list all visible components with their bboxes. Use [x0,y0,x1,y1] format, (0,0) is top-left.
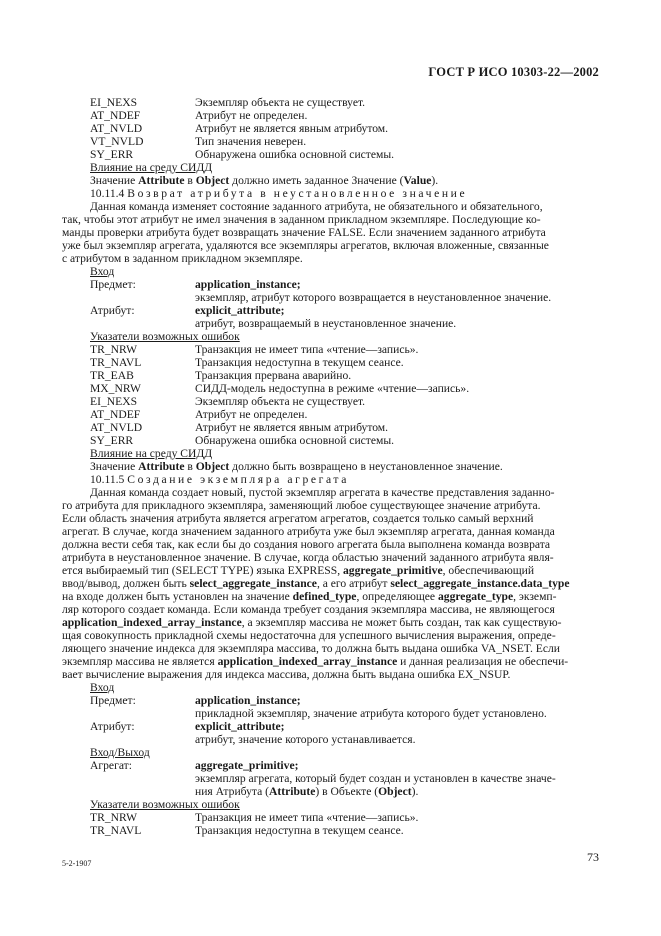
param-label: Атрибут: [90,720,135,733]
param-desc: экземпляр агрегата, который будет создан и установлен в качестве значе- ния Атрибута (Attribute) в Объекте (Object). [195,772,556,798]
error-desc: Обнаружена ошибка основной системы. [195,434,395,447]
page-number: 73 [587,850,599,864]
error-code: TR_EAB [90,369,134,382]
document-code-header: ГОСТ Р ИСО 10303-22—2002 [428,65,599,79]
param-type: application_instance; [195,694,301,707]
error-row [62,434,602,447]
error-desc: СИДД-модель недоступна в режиме «чтение—запись». [195,382,470,395]
error-code: MX_NRW [90,382,141,395]
section-paragraph: Данная команда изменяет состояние заданного атрибута, не обязательного и обязательного, так, чтобы этот атрибут не имел значения в заданном прикладном экземпляре. Последующие ко- манды проверки атрибута будет возвращать значение FALSE. Если значением заданного атрибута уже был экземпляр агрегата, удаляются все экземпляры агрегатов, включая вложенные, связанные с атрибутом в заданном прикладном экземпляре. [62,200,549,265]
error-row [62,408,602,421]
param-desc: экземпляр, атрибут которого возвращается в неустановленное значение. [195,291,552,304]
param-subject [62,694,602,707]
error-desc: Тип значения неверен. [195,135,307,148]
error-code: TR_NAVL [90,356,142,369]
error-code: AT_NVLD [90,421,143,434]
error-code: TR_NRW [90,811,138,824]
error-desc: Атрибут не определен. [195,408,308,421]
error-code: TR_NAVL [90,824,142,837]
param-desc: атрибут, значение которого устанавливается. [195,733,416,746]
param-attribute [62,720,602,733]
error-row [62,343,602,356]
error-desc: Атрибут не является явным атрибутом. [195,122,389,135]
error-row [62,421,602,434]
section-title: Возврат атрибута в неустановленное значение [127,187,468,200]
error-list [62,811,602,837]
error-row [62,356,602,369]
error-desc: Атрибут не является явным атрибутом. [195,421,389,434]
error-row [62,96,602,109]
param-type: aggregate_primitive; [195,759,299,772]
section-number: 10.11.5 [90,473,125,486]
error-code: EI_NEXS [90,96,138,109]
effect-text: Значение Attribute в Object должно быть возвращено в неустановленное значение. [90,460,503,473]
section-heading [62,187,602,200]
param-label: Предмет: [90,694,136,707]
effect-text: Значение Attribute в Object должно иметь заданное Значение (Value). [90,174,439,187]
error-row [62,135,602,148]
error-row [62,382,602,395]
error-desc: Атрибут не определен. [195,109,308,122]
error-code: SY_ERR [90,434,134,447]
error-desc: Обнаружена ошибка основной системы. [195,148,395,161]
print-code: 5-2-1907 [62,859,92,868]
error-desc: Экземпляр объекта не существует. [195,395,366,408]
effect-heading: Влияние на среду СИДД [90,161,213,174]
input-heading: Вход [90,265,115,278]
errors-heading: Указатели возможных ошибок [90,330,240,343]
effect-heading: Влияние на среду СИДД [90,447,213,460]
param-label: Атрибут: [90,304,135,317]
error-code: VT_NVLD [90,135,144,148]
error-row [62,824,602,837]
errors-heading: Указатели возможных ошибок [90,798,240,811]
param-type: application_instance; [195,278,301,291]
param-desc: атрибут, возвращаемый в неустановленное значение. [195,317,457,330]
error-code: SY_ERR [90,148,134,161]
error-desc: Транзакция недоступна в текущем сеансе. [195,824,404,837]
error-row [62,109,602,122]
error-row [62,811,602,824]
section-number: 10.11.4 [90,187,125,200]
param-type: explicit_attribute; [195,304,285,317]
error-code: TR_NRW [90,343,138,356]
error-code: AT_NVLD [90,122,143,135]
error-row [62,122,602,135]
input-heading: Вход [90,681,115,694]
error-list-continued [62,96,602,161]
page-content [62,96,602,837]
param-label: Агрегат: [90,759,132,772]
error-desc: Транзакция недоступна в текущем сеансе. [195,356,404,369]
error-list [62,343,602,447]
section-heading [62,473,602,486]
error-desc: Экземпляр объекта не существует. [195,96,366,109]
error-desc: Транзакция прервана аварийно. [195,369,352,382]
error-code: EI_NEXS [90,395,138,408]
param-desc: прикладной экземпляр, значение атрибута которого будет установлено. [195,707,547,720]
section-title: Создание экземпляра агрегата [127,473,349,486]
error-desc: Транзакция не имеет типа «чтение—запись». [195,343,419,356]
error-row [62,369,602,382]
section-paragraph: Данная команда создает новый, пустой экземпляр агрегата в качестве представления заданно- го атрибута для прикладного экземпляра, заменяющий любое существующее значение атрибута. Если область значения атрибута является агрегатом агрегатов, создается только самый верхний агрегат. В случае, когда значением заданного атрибута уже был экземпляр агрегата, данная команда должна вести себя так, как если бы до создания нового агрегата была выполнена команда возврата атрибута в неустановленное значение. В случае, когда областью значений заданного атрибута явля- ется выбираемый тип (SELECT TYPE) языка EXPRESS, aggregate_primitive, обеспечивающий ввод/вывод, должен быть select_aggregate_instance, а его атрибут select_aggregate_instance.data_type на входе должен быть установлен на значение defined_type, определяющее aggregate_type, экземп- ляр которого создает команда. Если команда требует создания экземпляра массива, не являющегося application_indexed_array_instance, а экземпляр массива не может быть создан, так как существую- щая совокупность прикладной схемы недостаточна для успешного вычисления выражения, опреде- ляющего значение индекса для экземпляра массива, то должна быть выдана ошибка VA_NSET. Если экземпляр массива не является application_indexed_array_instance и данная реализация не обеспечи- вает вычисление выражения для индекса массива, должна быть выдана ошибка EX_NSUP. [62,486,570,681]
param-attribute [62,304,602,317]
param-subject [62,278,602,291]
error-row [62,395,602,408]
error-row [62,148,602,161]
error-code: AT_NDEF [90,109,141,122]
param-label: Предмет: [90,278,136,291]
input-output-heading: Вход/Выход [90,746,150,759]
param-aggregate [62,759,602,772]
error-desc: Транзакция не имеет типа «чтение—запись». [195,811,419,824]
error-code: AT_NDEF [90,408,141,421]
param-type: explicit_attribute; [195,720,285,733]
